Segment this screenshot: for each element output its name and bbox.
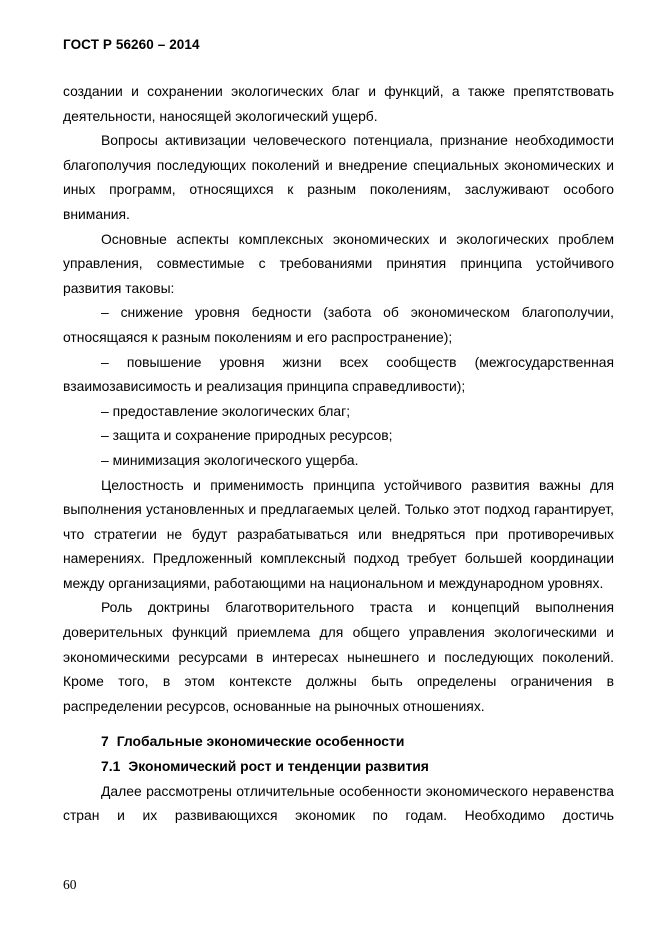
section-heading-7 <box>63 729 614 754</box>
paragraph-continuation: создании и сохранении экологических благ и функций, а также препятствовать деятельности, наносящей экологический ущерб. <box>63 83 614 124</box>
list-item-resource-protection: – защита и сохранение природных ресурсов; <box>101 427 393 444</box>
paragraph-trust-doctrine: Роль доктрины благотворительного траста и концепций выполнения доверительных функций приемлема для общего управления экологическими и экономическими ресурсами в интересах нынешнего и последующих поколений. Кроме того, в этом контексте должны быть определены ограничения в распределении ресурсов, основанные на рыночных отношениях. <box>63 599 614 714</box>
list-item-living-standards: – повышение уровня жизни всех сообществ (межгосударственная взаимозависимость и реализация принципа справедливости); <box>63 353 614 395</box>
list-item-poverty: – снижение уровня бедности (забота об экономическом благополучии, относящаяся к разным поколениям и его распространение); <box>63 304 614 345</box>
paragraph-human-potential: Вопросы активизации человеческого потенциала, признание необходимости благополучия последующих поколений и внедрение специальных экономических и иных программ, относящихся к разным поколениям, заслуживают особого внимания. <box>63 132 614 222</box>
subsection-number: 7.1 <box>101 758 121 775</box>
subsection-title: Экономический рост и тенденции развития <box>128 758 429 775</box>
section-title: Глобальные экономические особенности <box>116 733 405 750</box>
section-number: 7 <box>101 733 109 750</box>
list-item-damage-minimization: – минимизация экологического ущерба. <box>101 451 359 468</box>
paragraph-integrity: Целостность и применимость принципа устойчивого развития важны для выполнения установленных и предлагаемых целей. Только этот подход гарантирует, что стратегии не будут разрабатываться или внедряться при противоречивых намерениях. Предложенный комплексный подход требует большей координации между организациями, работающими на национальном и международном уровнях. <box>63 476 614 591</box>
page-number: 60 <box>63 877 77 892</box>
paragraph-main-aspects: Основные аспекты комплексных экономических и экологических проблем управления, совместимые с требованиями принятия принципа устойчивого развития таковы: <box>63 230 614 296</box>
standard-header: ГОСТ Р 56260 – 2014 <box>63 37 200 52</box>
subsection-heading-7-1 <box>63 754 614 779</box>
paragraph-economic-inequality: Далее рассмотрены отличительные особенности экономического неравенства стран и их развивающихся экономик по годам. Необходимо достичь <box>63 782 614 824</box>
page-content <box>63 79 614 828</box>
list-item-ecological-goods: – предоставление экологических благ; <box>101 402 351 419</box>
